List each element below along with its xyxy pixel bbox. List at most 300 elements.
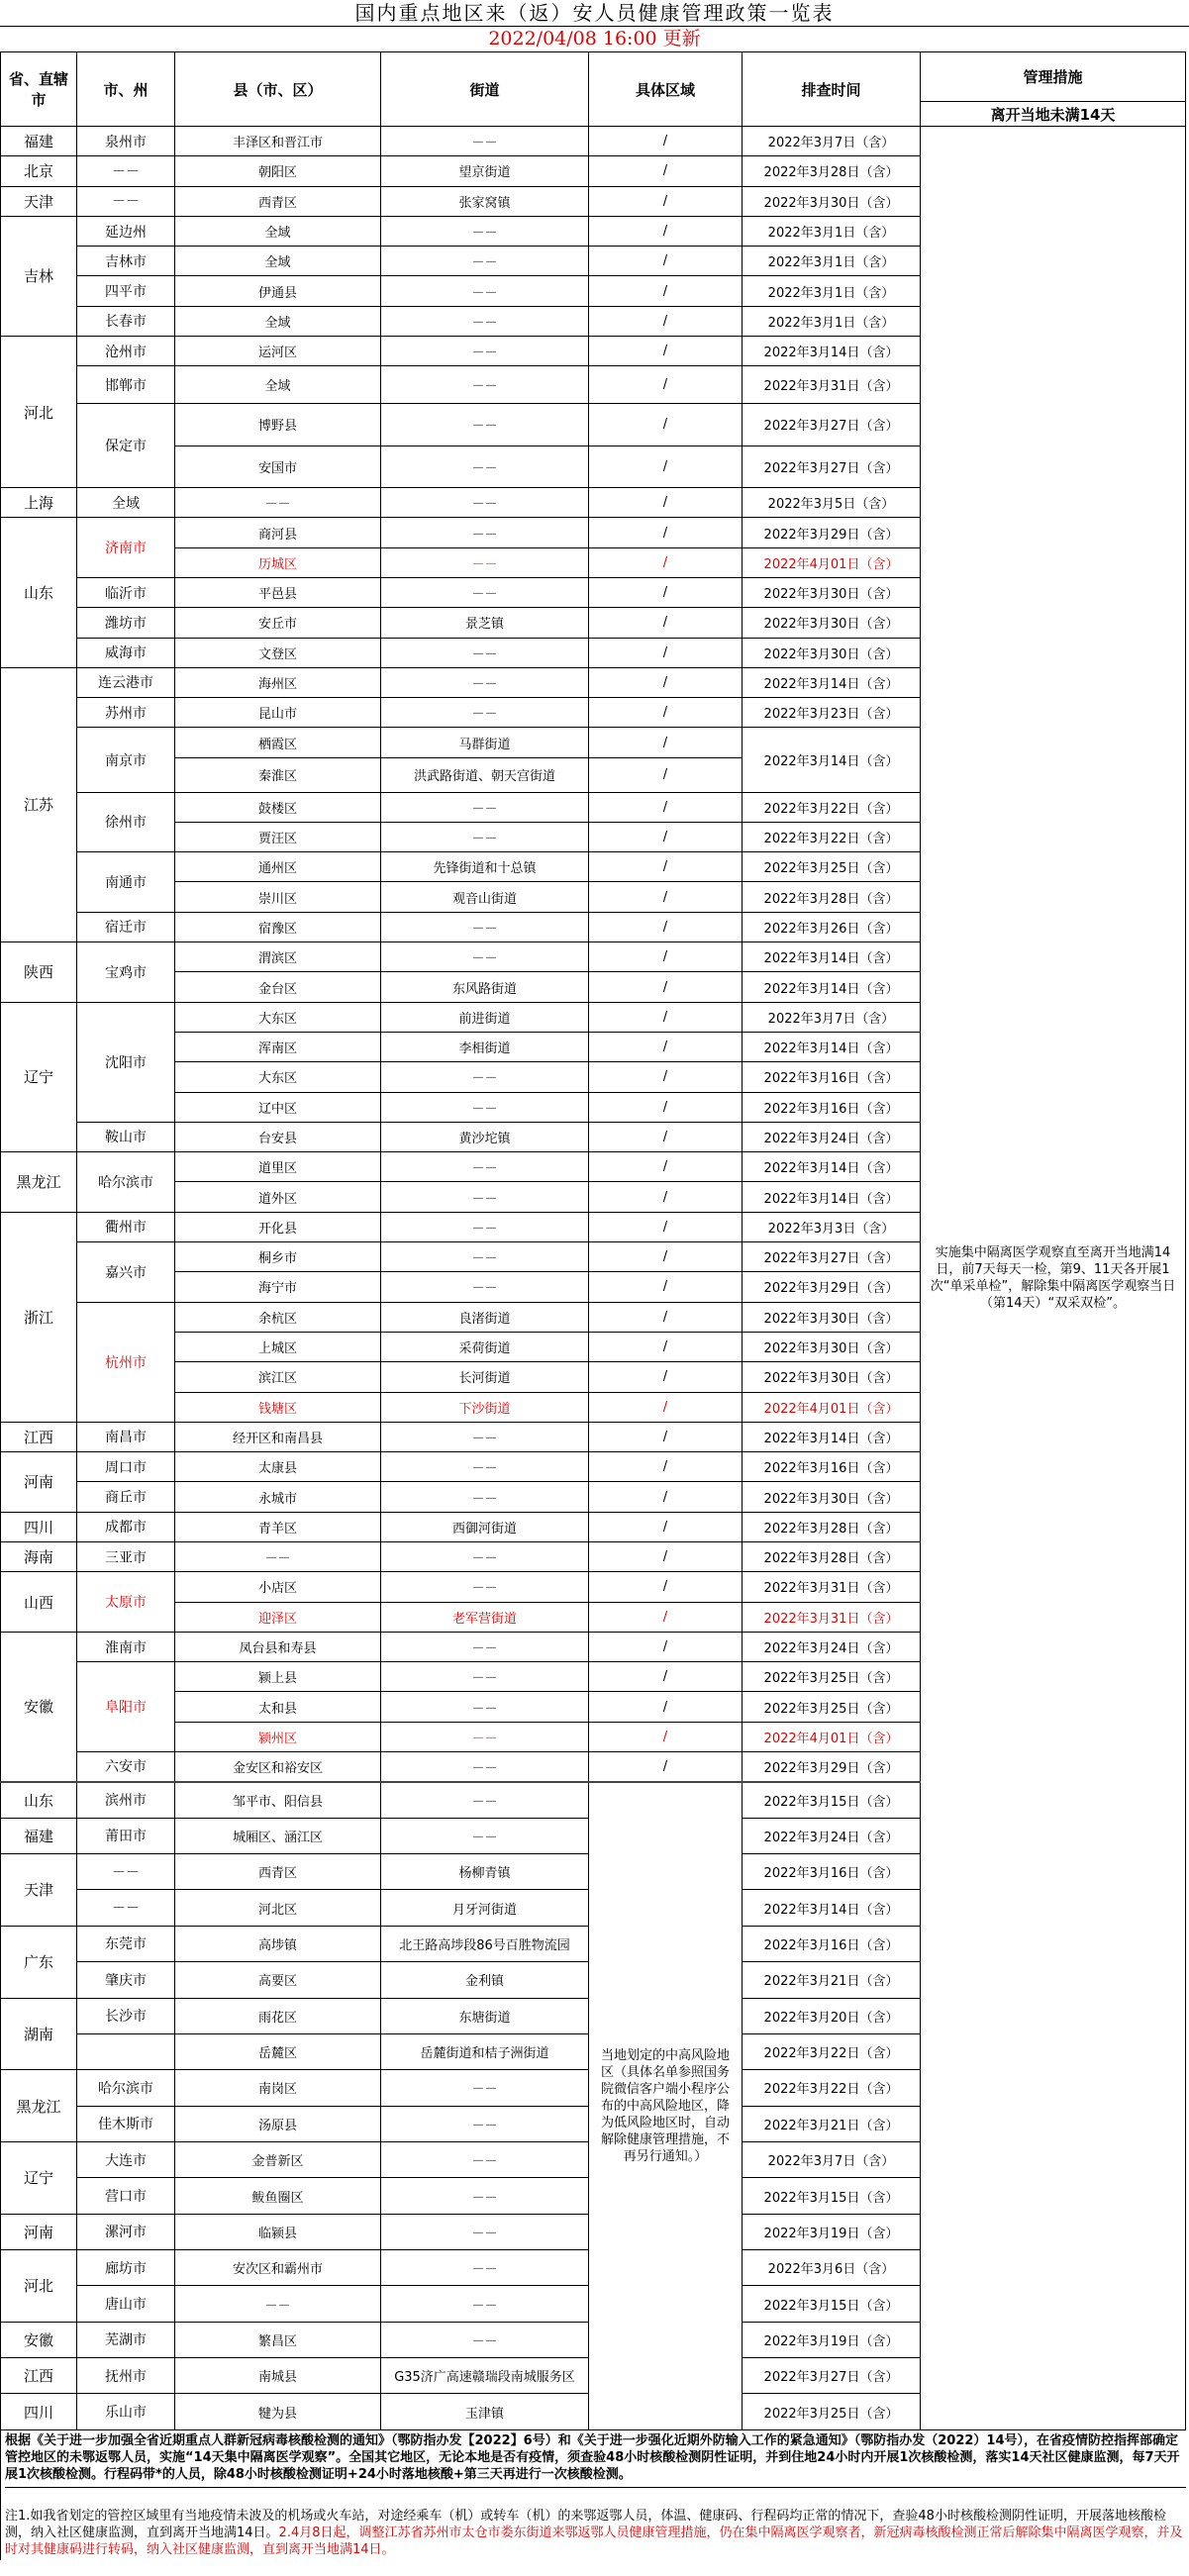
cell-city: 哈尔滨市 [77,2070,175,2106]
cell-area: / [589,698,743,728]
cell-county: 安次区和霸州市 [175,2250,381,2286]
cell-city: 延边州 [77,216,175,246]
cell-area: / [589,247,743,276]
cell-street: －－ [381,1452,589,1482]
cell-province: 上海 [1,488,77,518]
cell-city: 苏州市 [77,698,175,728]
cell-area: / [589,186,743,216]
cell-city: －－ [77,156,175,186]
cell-date: 2022年3月14日（含） [743,1152,921,1182]
cell-street: －－ [381,2214,589,2249]
cell-street: 观音山街道 [381,882,589,912]
header-city: 市、州 [77,52,175,127]
cell-date: 2022年4月01日（含） [743,1392,921,1422]
cell-county: 伊通县 [175,276,381,306]
cell-date: 2022年3月16日（含） [743,1854,921,1890]
cell-street: 张家窝镇 [381,186,589,216]
cell-city: 潍坊市 [77,608,175,638]
cell-street: －－ [381,1062,589,1092]
cell-area: / [589,306,743,336]
cell-date: 2022年3月15日（含） [743,2178,921,2214]
cell-area: / [589,488,743,518]
cell-area-risk: 当地划定的中高风险地区（具体名单参照国务院微信客户端小程序公布的中高风险地区，降为低风险地区时，自动解除健康管理措施，不再另行通知。） [589,1782,743,2429]
cell-county: 栖霞区 [175,728,381,757]
cell-city: 唐山市 [77,2286,175,2322]
cell-county: 犍为县 [175,2394,381,2429]
cell-area: / [589,518,743,547]
cell-county: 安丘市 [175,608,381,638]
cell-street: －－ [381,1692,589,1722]
cell-street: －－ [381,1782,589,1818]
cell-county: 鲅鱼圈区 [175,2178,381,2214]
cell-county: 大东区 [175,1062,381,1092]
cell-city: 嘉兴市 [77,1242,175,1303]
header-mgmt-sub: 离开当地未满14天 [921,102,1186,127]
cell-county: 雨花区 [175,1998,381,2033]
cell-street: －－ [381,1092,589,1122]
cell-area: / [589,1722,743,1751]
policy-table-body [1,127,1186,2430]
cell-date: 2022年3月25日（含） [743,1692,921,1722]
cell-date: 2022年3月15日（含） [743,1782,921,1818]
cell-city: 周口市 [77,1452,175,1482]
cell-street: －－ [381,1182,589,1212]
note-supplement [5,2488,1186,2558]
cell-date: 2022年4月01日（含） [743,1722,921,1751]
cell-street: －－ [381,306,589,336]
cell-street: －－ [381,127,589,156]
cell-county: 金安区和裕安区 [175,1752,381,1782]
cell-city: 营口市 [77,2178,175,2214]
cell-date: 2022年3月30日（含） [743,186,921,216]
cell-area: / [589,547,743,577]
page-title: 国内重点地区来（返）安人员健康管理政策一览表 [0,0,1189,27]
cell-street: 月牙河街道 [381,1890,589,1926]
cell-street: －－ [381,2106,589,2141]
cell-county: 台安县 [175,1122,381,1151]
cell-county: 安国市 [175,446,381,487]
cell-city: 漯河市 [77,2214,175,2249]
cell-street: 东塘街道 [381,1998,589,2033]
cell-street: 下沙街道 [381,1392,589,1422]
cell-province: 陕西 [1,942,77,1003]
cell-area: / [589,1362,743,1392]
cell-date: 2022年3月28日（含） [743,1512,921,1541]
cell-county: 昆山市 [175,698,381,728]
cell-city: 济南市 [77,518,175,578]
cell-street: －－ [381,667,589,697]
cell-city: 佳木斯市 [77,2106,175,2141]
cell-province: 黑龙江 [1,1152,77,1213]
cell-city [77,2033,175,2069]
cell-county: 崇川区 [175,882,381,912]
cell-county: 开化县 [175,1212,381,1241]
cell-area: / [589,1182,743,1212]
cell-county: 余杭区 [175,1302,381,1332]
cell-province: 江苏 [1,667,77,941]
cell-date: 2022年3月19日（含） [743,2214,921,2249]
cell-street: 前进街道 [381,1002,589,1032]
cell-county: 海州区 [175,667,381,697]
cell-street: －－ [381,822,589,851]
cell-date: 2022年3月24日（含） [743,1818,921,1853]
cell-area: / [589,1212,743,1241]
cell-county: 邹平市、阳信县 [175,1782,381,1818]
cell-area: / [589,577,743,607]
cell-date: 2022年3月28日（含） [743,1542,921,1572]
cell-city: 阜阳市 [77,1662,175,1752]
header-area: 具体区域 [589,52,743,127]
cell-county: 通州区 [175,852,381,882]
cell-city: 抚州市 [77,2358,175,2394]
cell-date: 2022年3月7日（含） [743,2141,921,2177]
cell-street: 采荷街道 [381,1332,589,1361]
cell-county: 历城区 [175,547,381,577]
cell-city: －－ [77,1854,175,1890]
cell-date: 2022年3月16日（含） [743,1092,921,1122]
cell-date: 2022年3月22日（含） [743,2033,921,2069]
cell-province: 福建 [1,127,77,156]
cell-city: 沈阳市 [77,1002,175,1122]
cell-city: 鞍山市 [77,1122,175,1151]
cell-area: / [589,1002,743,1032]
cell-street: －－ [381,1242,589,1272]
cell-city: 长沙市 [77,1998,175,2033]
cell-area: / [589,1332,743,1361]
cell-county: 全域 [175,216,381,246]
cell-city: 南通市 [77,852,175,913]
cell-street: 长河街道 [381,1362,589,1392]
header-date: 排查时间 [743,52,921,127]
cell-date: 2022年3月31日（含） [743,366,921,404]
cell-date: 2022年3月20日（含） [743,1998,921,2033]
cell-county: 汤原县 [175,2106,381,2141]
cell-province: 海南 [1,1542,77,1572]
cell-county: 道里区 [175,1152,381,1182]
cell-county: 滨江区 [175,1362,381,1392]
cell-area: / [589,728,743,757]
cell-city: 哈尔滨市 [77,1152,175,1213]
cell-street: 先锋街道和十总镇 [381,852,589,882]
cell-street: 望京街道 [381,156,589,186]
cell-street: －－ [381,488,589,518]
cell-county: 桐乡市 [175,1242,381,1272]
cell-street: 景芝镇 [381,608,589,638]
cell-province: 吉林 [1,216,77,336]
cell-street: 老军营街道 [381,1602,589,1632]
cell-date: 2022年3月1日（含） [743,276,921,306]
cell-date: 2022年3月21日（含） [743,2106,921,2141]
cell-street: 北王路高埗段86号百胜物流园 [381,1926,589,1961]
cell-county: 岳麓区 [175,2033,381,2069]
cell-city: 吉林市 [77,247,175,276]
cell-date: 2022年3月7日（含） [743,127,921,156]
cell-county: 贾汪区 [175,822,381,851]
cell-date: 2022年3月30日（含） [743,638,921,667]
cell-city: 淮南市 [77,1632,175,1661]
cell-area: / [589,822,743,851]
cell-date: 2022年3月29日（含） [743,518,921,547]
cell-area: / [589,608,743,638]
cell-city: 长春市 [77,306,175,336]
cell-area: / [589,216,743,246]
cell-date: 2022年3月14日（含） [743,942,921,972]
cell-area: / [589,1122,743,1151]
cell-street: －－ [381,1818,589,1853]
cell-province: 辽宁 [1,2141,77,2214]
cell-province: 安徽 [1,1632,77,1781]
cell-county: 宿豫区 [175,912,381,941]
note-supplement-2: 2.4月8日起，调整江苏省苏州市太仓市娄东街道来鄂返鄂人员健康管理措施，仍在集中隔离医学观察者，新冠病毒核酸检测正常后解除集中隔离医学观察，并及时对其健康码进行转码，纳入社区健康监测，直到离开当地满14日。 [5,2525,1183,2557]
cell-county: 渭滨区 [175,942,381,972]
cell-county: 全域 [175,366,381,404]
cell-area: / [589,1752,743,1782]
cell-street: －－ [381,1662,589,1692]
cell-street: －－ [381,518,589,547]
cell-area: / [589,127,743,156]
cell-city: 四平市 [77,276,175,306]
cell-street: －－ [381,1152,589,1182]
cell-province: 河南 [1,2214,77,2249]
cell-street: 东风路街道 [381,972,589,1002]
cell-date: 2022年3月14日（含） [743,1422,921,1451]
cell-street: G35济广高速赣瑞段南城服务区 [381,2358,589,2394]
cell-city: 徐州市 [77,792,175,852]
cell-date: 2022年3月30日（含） [743,1302,921,1332]
cell-county: 临颍县 [175,2214,381,2249]
cell-county: 金台区 [175,972,381,1002]
cell-county: 全域 [175,306,381,336]
cell-date: 2022年3月22日（含） [743,822,921,851]
cell-city: 保定市 [77,404,175,488]
cell-county: 金普新区 [175,2141,381,2177]
cell-county: 朝阳区 [175,156,381,186]
cell-date: 2022年3月31日（含） [743,1602,921,1632]
cell-street: 西御河街道 [381,1512,589,1541]
cell-county: －－ [175,2286,381,2322]
cell-province: 黑龙江 [1,2070,77,2142]
cell-city: 廊坊市 [77,2250,175,2286]
cell-street: －－ [381,2250,589,2286]
cell-province: 江西 [1,2358,77,2394]
cell-city: 大连市 [77,2141,175,2177]
cell-date: 2022年3月24日（含） [743,1632,921,1661]
cell-area: / [589,1032,743,1061]
cell-street: 马群街道 [381,728,589,757]
cell-province: 山东 [1,518,77,667]
cell-area: / [589,852,743,882]
cell-area: / [589,757,743,792]
cell-county: 商河县 [175,518,381,547]
cell-province: 江西 [1,1422,77,1451]
cell-date: 2022年3月19日（含） [743,2322,921,2357]
cell-date: 2022年3月25日（含） [743,2394,921,2429]
cell-city: 成都市 [77,1512,175,1541]
cell-street: 玉津镇 [381,2394,589,2429]
cell-date: 2022年3月23日（含） [743,698,921,728]
cell-county: 博野县 [175,404,381,446]
cell-county: 高要区 [175,1962,381,1998]
cell-city: 宿迁市 [77,912,175,941]
cell-county: 海宁市 [175,1272,381,1302]
cell-area: / [589,667,743,697]
cell-county: 全域 [175,247,381,276]
cell-area: / [589,446,743,487]
cell-county: 运河区 [175,337,381,366]
cell-city: 东莞市 [77,1926,175,1961]
cell-area: / [589,942,743,972]
cell-county: 太和县 [175,1692,381,1722]
cell-county: 小店区 [175,1572,381,1602]
cell-city: 泉州市 [77,127,175,156]
cell-street: 金利镇 [381,1962,589,1998]
cell-county: 南城县 [175,2358,381,2394]
cell-county: 颍州区 [175,1722,381,1751]
cell-date: 2022年3月16日（含） [743,1062,921,1092]
cell-date: 2022年3月28日（含） [743,882,921,912]
cell-area: / [589,337,743,366]
cell-street: －－ [381,1422,589,1451]
cell-area: / [589,1482,743,1512]
cell-date: 2022年3月14日（含） [743,1890,921,1926]
cell-province: 河南 [1,1452,77,1513]
cell-street: 洪武路街道、朝天宫街道 [381,757,589,792]
cell-area: / [589,1272,743,1302]
cell-area: / [589,1422,743,1451]
cell-street: －－ [381,1542,589,1572]
cell-street: －－ [381,216,589,246]
cell-area: / [589,366,743,404]
cell-date: 2022年3月1日（含） [743,306,921,336]
cell-street: －－ [381,1482,589,1512]
cell-date: 2022年3月29日（含） [743,1752,921,1782]
cell-street: －－ [381,1722,589,1751]
update-time: 2022/04/08 16:00 更新 [488,28,701,50]
cell-street: －－ [381,638,589,667]
cell-date: 2022年3月14日（含） [743,972,921,1002]
cell-province: 河北 [1,337,77,488]
cell-street: －－ [381,942,589,972]
cell-area: / [589,1302,743,1332]
cell-street: 岳麓街道和桔子洲街道 [381,2033,589,2069]
cell-county: 颍上县 [175,1662,381,1692]
cell-area: / [589,1152,743,1182]
cell-street: －－ [381,547,589,577]
cell-date: 2022年3月30日（含） [743,608,921,638]
cell-street: －－ [381,2178,589,2214]
cell-date: 2022年3月22日（含） [743,792,921,822]
cell-city: 连云港市 [77,667,175,697]
cell-street: －－ [381,1752,589,1782]
cell-area: / [589,1662,743,1692]
cell-street: －－ [381,2322,589,2357]
cell-province: 天津 [1,186,77,216]
cell-area: / [589,1542,743,1572]
cell-county: 河北区 [175,1890,381,1926]
header-street: 街道 [381,52,589,127]
cell-area: / [589,1092,743,1122]
cell-county: 道外区 [175,1182,381,1212]
cell-city: 太原市 [77,1572,175,1633]
cell-street: －－ [381,366,589,404]
cell-county: 繁昌区 [175,2322,381,2357]
cell-street: －－ [381,577,589,607]
cell-street: －－ [381,698,589,728]
cell-street: －－ [381,792,589,822]
cell-county: 高埗镇 [175,1926,381,1961]
cell-street: －－ [381,2286,589,2322]
cell-county: 南岗区 [175,2070,381,2106]
cell-county: 西青区 [175,1854,381,1890]
policy-table [0,51,1186,2430]
cell-area: / [589,1452,743,1482]
cell-city: 南昌市 [77,1422,175,1451]
cell-date: 2022年4月01日（含） [743,547,921,577]
cell-street: －－ [381,1272,589,1302]
cell-street: －－ [381,276,589,306]
cell-date: 2022年3月14日（含） [743,337,921,366]
notes [0,2430,1189,2560]
cell-city: 六安市 [77,1752,175,1782]
cell-county: 鼓楼区 [175,792,381,822]
cell-city: 杭州市 [77,1302,175,1422]
cell-county: －－ [175,1542,381,1572]
cell-area: / [589,1632,743,1661]
cell-county: 经开区和南昌县 [175,1422,381,1451]
cell-area: / [589,972,743,1002]
cell-city: －－ [77,186,175,216]
cell-area: / [589,1242,743,1272]
cell-date: 2022年3月14日（含） [743,728,921,792]
cell-date: 2022年3月14日（含） [743,667,921,697]
table-row [1,127,1186,156]
cell-date: 2022年3月15日（含） [743,2286,921,2322]
cell-city: 宝鸡市 [77,942,175,1003]
cell-county: 大东区 [175,1002,381,1032]
cell-city: 临沂市 [77,577,175,607]
cell-area: / [589,276,743,306]
cell-date: 2022年3月31日（含） [743,1572,921,1602]
cell-street: －－ [381,446,589,487]
cell-county: 文登区 [175,638,381,667]
cell-date: 2022年3月14日（含） [743,1032,921,1061]
cell-street: －－ [381,2141,589,2177]
cell-date: 2022年3月14日（含） [743,1182,921,1212]
cell-city: 沧州市 [77,337,175,366]
note-policy-basis: 根据《关于进一步加强全省近期重点人群新冠病毒核酸检测的通知》（鄂防指办发【2022】6号）和《关于进一步强化近期外防输入工作的紧急通知》（鄂防指办发（2022）14号），在省疫情防控指挥部确定管控地区的未鄂返鄂人员，实施“14天集中隔离医学观察”。全国其它地区，无论本地是否有疫情，须查验48小时核酸检测阴性证明，并到住地24小时内开展1次核酸检测，落实14天社区健康监测，每7天开展1次核酸检测。行程码带*的人员，除48小时核酸检测证明+24小时落地核酸+第三天再进行一次核酸检测。 [5,2432,1186,2488]
cell-date: 2022年3月25日（含） [743,1662,921,1692]
cell-date: 2022年3月22日（含） [743,2070,921,2106]
cell-province: 辽宁 [1,1002,77,1151]
header-county: 县（市、区） [175,52,381,127]
note-supplement-1: 注1.如我省划定的管控区域里有当地疫情未波及的机场或火车站，对途经乘车（机）或转车（机）的来鄂返鄂人员，体温、健康码、行程码均正常的情况下，查验48小时核酸检测阴性证明，开展落地核酸检测，纳入社区健康监测，直到离开当地满14日。 [5,2508,1166,2540]
cell-area: / [589,1062,743,1092]
cell-province: 河北 [1,2250,77,2323]
cell-county: 辽中区 [175,1092,381,1122]
cell-province: 四川 [1,2394,77,2429]
cell-date: 2022年3月16日（含） [743,1926,921,1961]
cell-street: 杨柳青镇 [381,1854,589,1890]
cell-date: 2022年3月26日（含） [743,912,921,941]
cell-date: 2022年3月16日（含） [743,1452,921,1482]
cell-street: －－ [381,404,589,446]
cell-county: 永城市 [175,1482,381,1512]
cell-area: / [589,1392,743,1422]
cell-city: 威海市 [77,638,175,667]
cell-area: / [589,1572,743,1602]
cell-date: 2022年3月30日（含） [743,1482,921,1512]
cell-date: 2022年3月5日（含） [743,488,921,518]
